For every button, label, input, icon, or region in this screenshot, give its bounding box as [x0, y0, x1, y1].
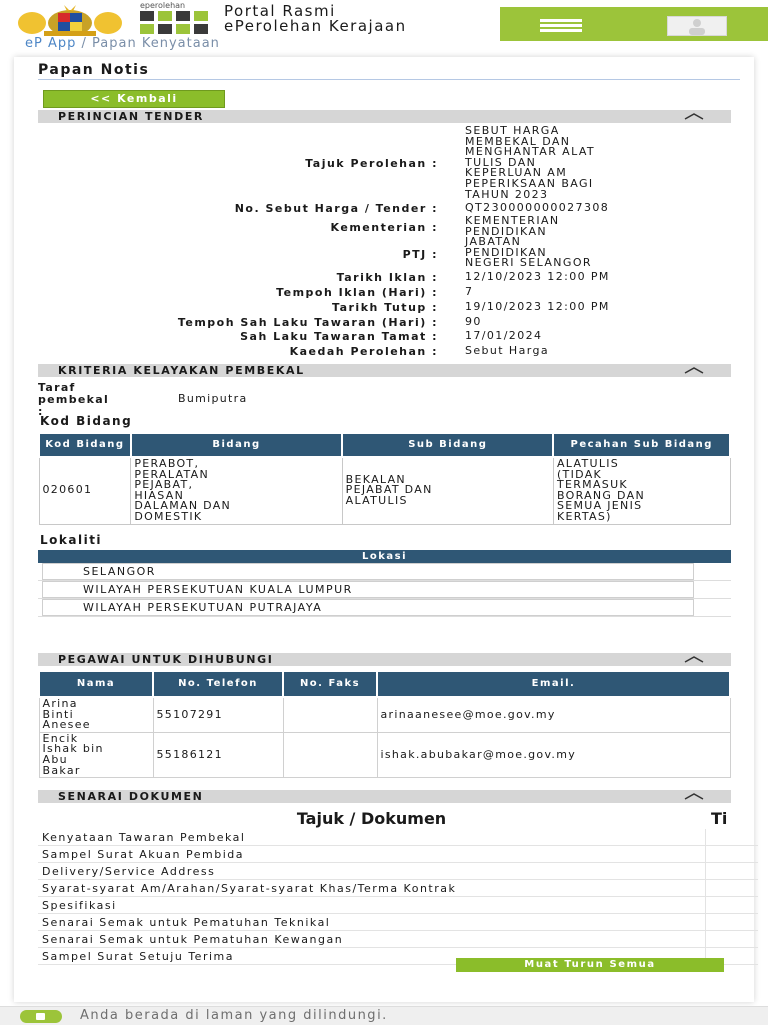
lokasi-cell: WILAYAH PERSEKUTUAN PUTRAJAYA — [42, 599, 694, 616]
lock-icon — [20, 1010, 62, 1023]
lokasi-cell: WILAYAH PERSEKUTUAN KUALA LUMPUR — [42, 581, 694, 598]
table-header-row — [39, 671, 730, 697]
field-label-tarikh-tutup: Tarikh Tutup : — [332, 301, 438, 314]
taraf-pembekal-value: Bumiputra — [178, 392, 248, 405]
collapse-chevron-icon[interactable] — [683, 791, 705, 802]
document-link[interactable]: Kenyataan Tawaran Pembekal — [38, 829, 705, 846]
documents-table — [38, 808, 758, 965]
tender-details-section-header[interactable] — [38, 110, 731, 123]
column-header: Bidang — [131, 433, 342, 457]
government-crest-logo[interactable] — [14, 3, 126, 37]
contact-phone-cell: 55186121 — [153, 732, 283, 777]
field-label-tempoh-sah-laku: Tempoh Sah Laku Tawaran (Hari) : — [177, 316, 438, 329]
contact-name-cell: Arina Binti Anesee — [39, 697, 153, 732]
lokaliti-table — [38, 550, 731, 617]
document-link[interactable]: Syarat-syarat Am/Arahan/Syarat-syarat Khas/Terma Kontrak — [38, 880, 705, 897]
column-header: Sub Bidang — [342, 433, 553, 457]
field-label-tempoh-iklan: Tempoh Iklan (Hari) : — [276, 286, 438, 299]
bidang-cell: PERABOT, PERALATAN PEJABAT, HIASAN DALAMAN DAN DOMESTIK — [131, 457, 342, 524]
eperolehan-logo[interactable] — [140, 3, 218, 35]
contact-title: PEGAWAI UNTUK DIHUBUNGI — [58, 653, 274, 666]
documents-title: SENARAI DOKUMEN — [58, 790, 204, 803]
document-link[interactable]: Senarai Semak untuk Pematuhan Teknikal — [38, 914, 705, 931]
lokaliti-heading: Lokaliti — [40, 533, 103, 547]
contact-fax-cell — [283, 697, 377, 732]
contact-fax-cell — [283, 732, 377, 777]
eperolehan-logo-text: eperolehan — [140, 1, 186, 10]
collapse-chevron-icon[interactable] — [683, 111, 705, 122]
field-label-tajuk: Tajuk Perolehan : — [305, 157, 438, 170]
table-row — [38, 829, 758, 846]
table-header-row — [39, 433, 730, 457]
back-button[interactable]: << Kembali — [43, 90, 225, 108]
column-header: Tajuk / Dokumen — [296, 809, 447, 828]
field-label-kaedah-perolehan: Kaedah Perolehan : — [289, 345, 438, 358]
column-header: Nama — [39, 671, 153, 697]
kod-bidang-heading: Kod Bidang — [40, 414, 133, 428]
breadcrumb-home-link[interactable]: eP App — [25, 36, 77, 51]
collapse-chevron-icon[interactable] — [683, 654, 705, 665]
field-label-sah-laku-tamat: Sah Laku Tawaran Tamat : — [240, 330, 438, 343]
field-value-tarikh-tutup: 19/10/2023 12:00 PM — [465, 300, 610, 313]
kod-cell: 020601 — [39, 457, 131, 524]
eperolehan-grid-icon — [140, 11, 210, 35]
column-header: Email. — [377, 671, 730, 697]
download-all-button[interactable]: Muat Turun Semua — [456, 958, 724, 972]
table-row — [38, 897, 758, 914]
field-value-no-tender: QT230000000027308 — [465, 201, 610, 214]
document-link[interactable]: Sampel Surat Akuan Pembida — [38, 846, 705, 863]
column-header: Lokasi — [38, 550, 731, 563]
table-row — [38, 599, 731, 617]
menu-button[interactable] — [500, 7, 625, 41]
contact-table — [38, 670, 731, 778]
column-header: Ti — [711, 809, 728, 828]
field-value-kementerian: KEMENTERIAN PENDIDIKAN — [465, 214, 560, 238]
document-link[interactable]: Spesifikasi — [38, 897, 705, 914]
page-title: Papan Notis — [38, 62, 150, 78]
table-row — [38, 581, 731, 599]
table-row — [38, 931, 758, 948]
document-link[interactable]: Senarai Semak untuk Pematuhan Kewangan — [38, 931, 705, 948]
column-header: Pecahan Sub Bidang — [553, 433, 730, 457]
security-footer — [0, 1006, 768, 1025]
field-value-tempoh-sah-laku: 90 — [465, 315, 482, 328]
tender-details-title: PERINCIAN TENDER — [58, 110, 204, 123]
field-value-tajuk: SEBUT HARGA MEMBEKAL DAN MENGHANTAR ALAT TULIS DAN KEPERLUAN AM PEPERIKSAAN BAGI TAHUN 2023 — [465, 124, 596, 201]
user-profile-button[interactable] — [625, 7, 768, 41]
contact-section-header[interactable] — [38, 653, 731, 666]
documents-section-header[interactable] — [38, 790, 731, 803]
field-value-sah-laku-tamat: 17/01/2024 — [465, 329, 543, 342]
field-value-tempoh-iklan: 7 — [465, 285, 474, 298]
lokasi-cell: SELANGOR — [42, 563, 694, 580]
sub-bidang-cell: BEKALAN PEJABAT DAN ALATULIS — [342, 457, 553, 524]
contact-email-cell[interactable]: ishak.abubakar@moe.gov.my — [377, 732, 730, 777]
table-row — [39, 697, 730, 732]
kod-bidang-table — [38, 432, 731, 525]
field-label-no-tender: No. Sebut Harga / Tender : — [234, 202, 438, 215]
table-row — [39, 732, 730, 777]
criteria-title: KRITERIA KELAYAKAN PEMBEKAL — [58, 364, 305, 377]
column-header: Kod Bidang — [39, 433, 131, 457]
table-row — [38, 863, 758, 880]
breadcrumb-current: Papan Kenyataan — [92, 36, 220, 51]
field-label-kementerian: Kementerian : — [330, 221, 438, 234]
portal-title-line1: Portal Rasmi — [224, 2, 336, 20]
criteria-section-header[interactable] — [38, 364, 731, 377]
document-link[interactable]: Delivery/Service Address — [38, 863, 705, 880]
contact-email-cell[interactable]: arinaanesee@moe.gov.my — [377, 697, 730, 732]
portal-title — [224, 4, 407, 34]
field-label-tarikh-iklan: Tarikh Iklan : — [336, 271, 438, 284]
field-label-ptj: PTJ : — [402, 248, 438, 261]
column-header: No. Faks — [283, 671, 377, 697]
table-row — [38, 563, 731, 581]
field-value-ptj: JABATAN PENDIDIKAN NEGERI SELANGOR — [465, 235, 592, 270]
field-value-tarikh-iklan: 12/10/2023 12:00 PM — [465, 270, 610, 283]
contact-phone-cell: 55107291 — [153, 697, 283, 732]
contact-name-cell: Encik Ishak bin Abu Bakar — [39, 732, 153, 777]
title-divider — [38, 79, 740, 80]
taraf-pembekal-label: Taraf pembekal : — [38, 381, 110, 418]
collapse-chevron-icon[interactable] — [683, 365, 705, 376]
table-row — [38, 880, 758, 897]
table-header-row — [38, 550, 731, 563]
document-link[interactable]: Sampel Surat Setuju Terima — [38, 948, 705, 965]
table-row — [38, 914, 758, 931]
user-avatar-icon — [667, 16, 727, 36]
breadcrumb — [25, 36, 220, 51]
table-row — [38, 846, 758, 863]
column-header: No. Telefon — [153, 671, 283, 697]
documents-table-scroll[interactable] — [38, 808, 731, 963]
table-row — [39, 457, 730, 524]
portal-title-line2: ePerolehan Kerajaan — [224, 17, 407, 35]
breadcrumb-separator: / — [81, 36, 87, 51]
pecahan-cell: ALATULIS (TIDAK TERMASUK BORANG DAN SEMUA JENIS KERTAS) — [553, 457, 730, 524]
field-value-kaedah-perolehan: Sebut Harga — [465, 344, 549, 357]
table-header-row — [38, 808, 758, 829]
secure-page-message: Anda berada di laman yang dilindungi. — [80, 1008, 388, 1023]
